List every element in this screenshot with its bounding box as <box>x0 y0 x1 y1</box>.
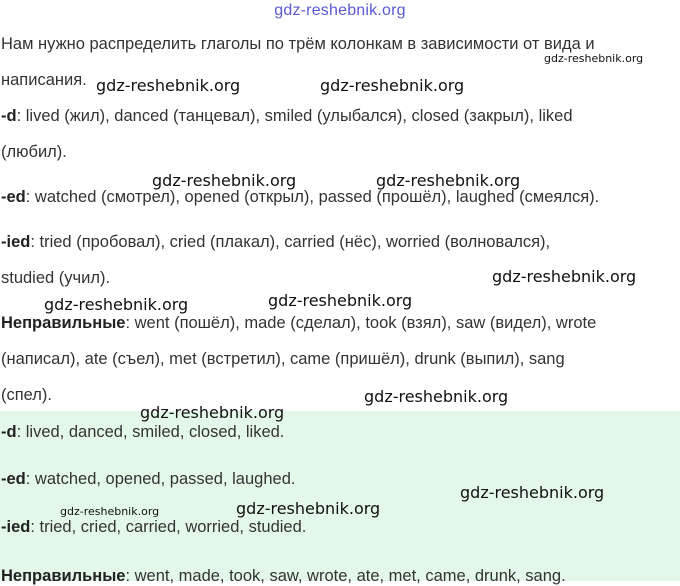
watermark: gdz-reshebnik.org <box>96 76 241 95</box>
group-d-label: -d <box>1 107 17 125</box>
group-irregular-line-2: (написал), ate (съел), met (встретил), came (пришёл), drunk (выпил), sang <box>1 350 565 368</box>
answer-ed-text: : watched, opened, passed, laughed. <box>25 470 296 488</box>
group-ed-label: -ed <box>1 188 26 206</box>
group-ied-line-2: studied (учил). <box>1 269 111 287</box>
group-ied-label: -ied <box>1 233 31 251</box>
group-irregular-text: : went (пошёл), made (сделал), took (взял), saw (видел), wrote <box>125 314 597 332</box>
intro-line-1: Нам нужно распределить глаголы по трём колонкам в зависимости от вида и <box>1 35 595 53</box>
answer-d-label: -d <box>1 423 17 441</box>
watermark: gdz-reshebnik.org <box>364 387 509 406</box>
group-irregular-line-1 <box>1 313 596 333</box>
watermark: gdz-reshebnik.org <box>140 403 285 422</box>
watermark: gdz-reshebnik.org <box>320 76 465 95</box>
watermark: gdz-reshebnik.org <box>236 499 381 518</box>
intro-line-2: написания. <box>1 71 87 89</box>
group-ed-line-1 <box>1 187 599 207</box>
answer-ed <box>1 469 295 489</box>
watermark: gdz-reshebnik.org <box>60 505 160 518</box>
watermark: gdz-reshebnik.org <box>44 295 189 314</box>
answer-d-text: : lived, danced, smiled, closed, liked. <box>16 423 285 441</box>
answer-irregular <box>1 566 566 586</box>
answer-d <box>1 422 284 442</box>
watermark: gdz-reshebnik.org <box>268 291 413 310</box>
group-irregular-line-3: (спел). <box>1 386 53 404</box>
group-d-line-1 <box>1 106 573 126</box>
group-d-line-2: (любил). <box>1 143 67 161</box>
answer-ied-label: -ied <box>1 518 31 536</box>
answer-irregular-label: Неправильные <box>1 567 126 585</box>
answer-ed-label: -ed <box>1 470 26 488</box>
watermark: gdz-reshebnik.org <box>544 52 644 65</box>
group-irregular-label: Неправильные <box>1 314 126 332</box>
answer-ied-text: : tried, cried, carried, worried, studied. <box>30 518 307 536</box>
group-ied-line-1 <box>1 232 550 252</box>
watermark: gdz-reshebnik.org <box>376 171 521 190</box>
answer-irregular-text: : went, made, took, saw, wrote, ate, met, came, drunk, sang. <box>125 567 566 585</box>
group-ed-text: : watched (смотрел), opened (открыл), passed (прошёл), laughed (смеялся). <box>25 188 600 206</box>
group-ied-text: : tried (пробовал), cried (плакал), carried (нёс), worried (волновался), <box>30 233 551 251</box>
watermark: gdz-reshebnik.org <box>460 483 605 502</box>
site-link[interactable]: gdz-reshebnik.org <box>274 2 406 19</box>
group-d-text: : lived (жил), danced (танцевал), smiled (улыбался), closed (закрыл), liked <box>16 107 573 125</box>
watermark: gdz-reshebnik.org <box>152 171 297 190</box>
watermark: gdz-reshebnik.org <box>492 267 637 286</box>
answer-ied <box>1 517 306 537</box>
